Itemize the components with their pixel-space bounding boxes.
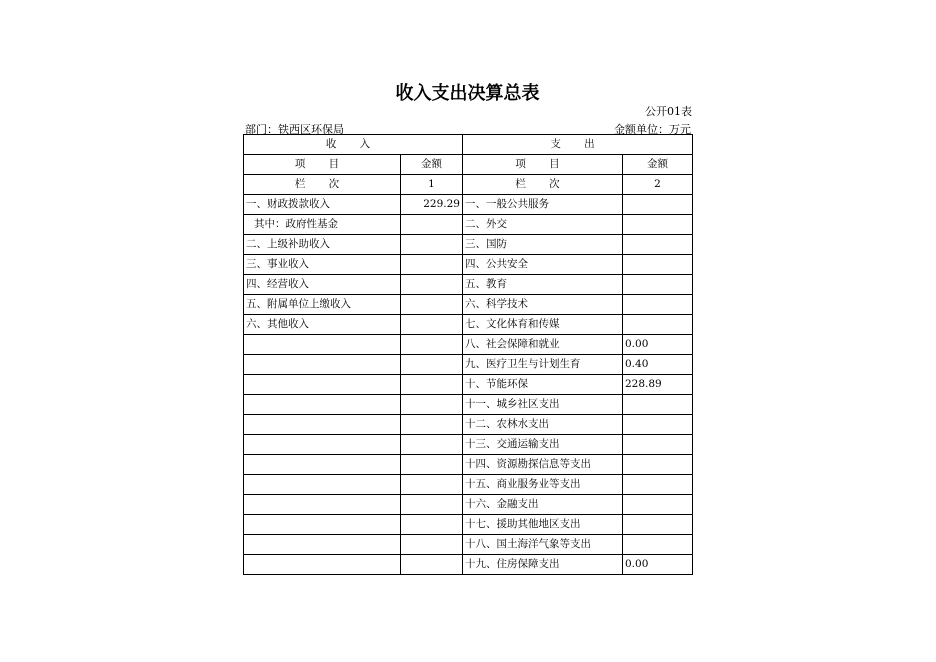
expense-amount-cell	[623, 235, 693, 255]
header-row-columns	[244, 155, 693, 175]
expense-amount-cell	[623, 535, 693, 555]
income-item-cell: 六、其他收入	[244, 315, 401, 335]
income-item-cell	[244, 335, 401, 355]
expense-item-cell: 三、国防	[463, 235, 623, 255]
income-amount-cell	[401, 235, 463, 255]
expense-amount-cell	[623, 515, 693, 535]
expense-section-header: 支 出	[463, 135, 693, 155]
expense-item-cell: 四、公共安全	[463, 255, 623, 275]
expense-item-cell: 五、教育	[463, 275, 623, 295]
table-row	[244, 335, 693, 355]
table-row	[244, 375, 693, 395]
income-item-cell: 四、经营收入	[244, 275, 401, 295]
expense-amount-cell	[623, 435, 693, 455]
department-label: 部门：铁西区环保局	[245, 123, 344, 136]
expense-amount-cell: 0.00	[623, 555, 693, 575]
income-amount-cell	[401, 395, 463, 415]
expense-item-header: 项 目	[463, 155, 623, 175]
header-row-section	[244, 135, 693, 155]
income-item-cell	[244, 395, 401, 415]
income-amount-cell	[401, 475, 463, 495]
expense-amount-cell: 228.89	[623, 375, 693, 395]
income-item-cell	[244, 495, 401, 515]
expense-item-cell: 八、社会保障和就业	[463, 335, 623, 355]
table-row	[244, 275, 693, 295]
table-row	[244, 555, 693, 575]
income-amount-cell	[401, 435, 463, 455]
expense-amount-header: 金额	[623, 155, 693, 175]
income-item-cell	[244, 435, 401, 455]
income-item-cell	[244, 455, 401, 475]
income-amount-cell	[401, 375, 463, 395]
expense-amount-cell	[623, 395, 693, 415]
expense-amount-cell	[623, 275, 693, 295]
expense-amount-cell	[623, 455, 693, 475]
expense-item-cell: 十、节能环保	[463, 375, 623, 395]
expense-amount-cell	[623, 195, 693, 215]
income-amount-cell	[401, 275, 463, 295]
income-amount-cell	[401, 335, 463, 355]
income-item-cell	[244, 415, 401, 435]
income-item-cell	[244, 355, 401, 375]
table-row	[244, 535, 693, 555]
income-amount-cell	[401, 415, 463, 435]
table-row	[244, 495, 693, 515]
expense-item-cell: 二、外交	[463, 215, 623, 235]
income-amount-cell	[401, 295, 463, 315]
expense-amount-cell	[623, 415, 693, 435]
expense-amount-cell	[623, 255, 693, 275]
income-item-cell: 二、上级补助收入	[244, 235, 401, 255]
expense-amount-cell: 0.00	[623, 335, 693, 355]
expense-item-cell: 十七、援助其他地区支出	[463, 515, 623, 535]
page-title: 收入支出决算总表	[395, 83, 540, 104]
income-amount-cell	[401, 215, 463, 235]
income-item-cell: 一、财政拨款收入	[244, 195, 401, 215]
expense-amount-cell	[623, 215, 693, 235]
table-row	[244, 315, 693, 335]
expense-item-cell: 九、医疗卫生与计划生育	[463, 355, 623, 375]
expense-item-cell: 十六、金融支出	[463, 495, 623, 515]
expense-item-cell: 十一、城乡社区支出	[463, 395, 623, 415]
expense-amount-cell	[623, 475, 693, 495]
table-row	[244, 215, 693, 235]
expense-item-cell: 七、文化体育和传媒	[463, 315, 623, 335]
table-row	[244, 515, 693, 535]
expense-item-cell: 十五、商业服务业等支出	[463, 475, 623, 495]
expense-item-cell: 一、一般公共服务	[463, 195, 623, 215]
expense-amount-cell: 0.40	[623, 355, 693, 375]
table-row	[244, 255, 693, 275]
income-item-header: 项 目	[244, 155, 401, 175]
income-amount-cell	[401, 255, 463, 275]
expense-column-number: 2	[623, 175, 693, 195]
income-column-label: 栏 次	[244, 175, 401, 195]
income-item-cell: 五、附属单位上缴收入	[244, 295, 401, 315]
expense-column-label: 栏 次	[463, 175, 623, 195]
expense-item-cell: 十二、农林水支出	[463, 415, 623, 435]
income-amount-cell	[401, 535, 463, 555]
expense-amount-cell	[623, 295, 693, 315]
income-item-cell: 三、事业收入	[244, 255, 401, 275]
table-row	[244, 475, 693, 495]
income-item-cell	[244, 535, 401, 555]
summary-table	[243, 134, 693, 575]
income-item-cell	[244, 475, 401, 495]
income-item-cell: 其中：政府性基金	[244, 215, 401, 235]
expense-item-cell: 十三、交通运输支出	[463, 435, 623, 455]
expense-item-cell: 十八、国土海洋气象等支出	[463, 535, 623, 555]
income-column-number: 1	[401, 175, 463, 195]
income-item-cell	[244, 515, 401, 535]
income-amount-cell	[401, 315, 463, 335]
income-amount-cell	[401, 455, 463, 475]
amount-unit-label: 金额单位：万元	[614, 123, 691, 136]
expense-item-cell: 六、科学技术	[463, 295, 623, 315]
table-row	[244, 455, 693, 475]
income-amount-cell	[401, 495, 463, 515]
income-amount-cell	[401, 355, 463, 375]
income-amount-cell	[401, 555, 463, 575]
expense-item-cell: 十九、住房保障支出	[463, 555, 623, 575]
expense-amount-cell	[623, 315, 693, 335]
table-row	[244, 435, 693, 455]
table-row	[244, 395, 693, 415]
income-section-header: 收 入	[244, 135, 463, 155]
header-row-index	[244, 175, 693, 195]
form-number: 公开01表	[645, 105, 692, 118]
table-row	[244, 355, 693, 375]
income-item-cell	[244, 375, 401, 395]
income-item-cell	[244, 555, 401, 575]
expense-item-cell: 十四、资源勘探信息等支出	[463, 455, 623, 475]
table-row	[244, 235, 693, 255]
income-amount-header: 金额	[401, 155, 463, 175]
income-amount-cell	[401, 515, 463, 535]
table-row	[244, 195, 693, 215]
income-amount-cell: 229.29	[401, 195, 463, 215]
table-row	[244, 295, 693, 315]
table-row	[244, 415, 693, 435]
expense-amount-cell	[623, 495, 693, 515]
